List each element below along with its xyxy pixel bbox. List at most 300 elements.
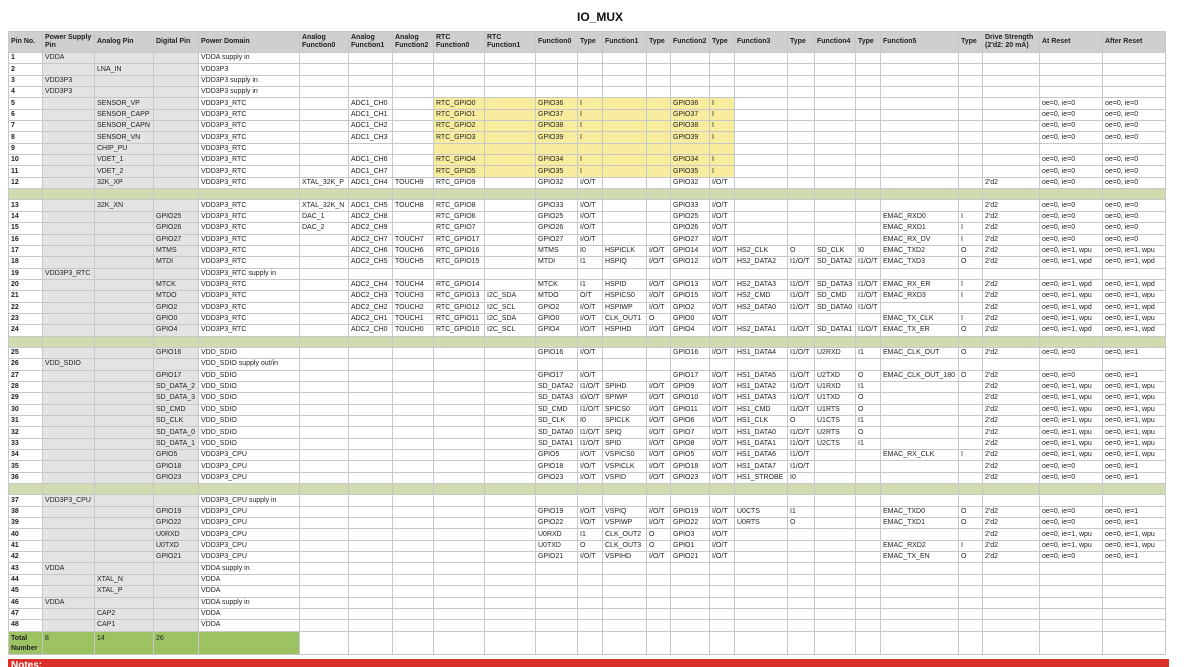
table-row: [9, 109, 1166, 120]
total-cell: [578, 631, 603, 654]
table-cell: TOUCH5: [393, 257, 434, 268]
table-cell: 2'd2: [983, 461, 1040, 472]
table-cell: [959, 393, 983, 404]
table-cell: EMAC_RXD2: [881, 540, 959, 551]
table-cell: 39: [9, 518, 43, 529]
table-cell: [710, 75, 735, 86]
table-cell: [881, 87, 959, 98]
table-cell: [434, 64, 485, 75]
table-cell: [349, 574, 393, 585]
table-cell: I/O/T: [647, 461, 671, 472]
table-cell: I/O/T: [578, 325, 603, 336]
table-cell: [95, 234, 154, 245]
group-separator-row: [9, 336, 1166, 347]
table-cell: [603, 98, 647, 109]
table-cell: GPIO10: [671, 393, 710, 404]
table-cell: [154, 268, 199, 279]
table-cell: GPIO16: [154, 347, 199, 358]
table-cell: [300, 313, 349, 324]
table-cell: SD_DATA1: [815, 325, 856, 336]
table-cell: GPIO4: [536, 325, 578, 336]
table-cell: [788, 620, 815, 631]
table-cell: HS1_DATA1: [735, 438, 788, 449]
table-cell: I: [710, 155, 735, 166]
table-cell: [43, 552, 95, 563]
table-cell: [735, 132, 788, 143]
table-cell: [881, 563, 959, 574]
table-cell: HS2_DATA3: [735, 279, 788, 290]
table-cell: [349, 75, 393, 86]
column-header: Type: [959, 32, 983, 53]
table-cell: VDD3P3: [199, 64, 300, 75]
table-cell: I/O/T: [578, 177, 603, 188]
table-cell: [856, 506, 881, 517]
table-cell: VDD3P3_CPU: [199, 529, 300, 540]
table-cell: [603, 597, 647, 608]
table-cell: I1: [856, 438, 881, 449]
table-cell: oe=0, ie=1, wpu: [1040, 438, 1103, 449]
table-cell: [788, 87, 815, 98]
table-cell: [434, 427, 485, 438]
table-cell: [1040, 608, 1103, 619]
table-cell: [1103, 64, 1166, 75]
column-header: Analog Pin: [95, 32, 154, 53]
table-cell: 2'd2: [983, 279, 1040, 290]
table-cell: [881, 597, 959, 608]
table-cell: [1103, 574, 1166, 585]
table-cell: [603, 268, 647, 279]
table-cell: 2'd2: [983, 438, 1040, 449]
table-cell: [349, 416, 393, 427]
table-cell: [485, 211, 536, 222]
table-cell: VDD_SDIO: [43, 359, 95, 370]
table-cell: [485, 404, 536, 415]
table-row: [9, 234, 1166, 245]
table-cell: [349, 347, 393, 358]
table-cell: [815, 495, 856, 506]
table-cell: [349, 427, 393, 438]
table-cell: I/O/T: [647, 257, 671, 268]
table-cell: RTC_GPIO5: [434, 166, 485, 177]
table-cell: [393, 359, 434, 370]
table-cell: EMAC_RX_DV: [881, 234, 959, 245]
table-cell: 2'd2: [983, 347, 1040, 358]
table-cell: [815, 200, 856, 211]
table-cell: 2'd2: [983, 518, 1040, 529]
table-cell: [485, 200, 536, 211]
table-cell: 21: [9, 291, 43, 302]
table-cell: HS1_DATA5: [735, 370, 788, 381]
table-cell: [1040, 620, 1103, 631]
table-cell: 1: [9, 53, 43, 64]
total-cell: [881, 631, 959, 654]
table-cell: VSPICLK: [603, 461, 647, 472]
table-cell: [43, 586, 95, 597]
table-cell: I1/O/T: [856, 257, 881, 268]
table-cell: I/O/T: [647, 325, 671, 336]
table-cell: [393, 574, 434, 585]
table-cell: GPIO21: [536, 552, 578, 563]
table-cell: I/O/T: [647, 291, 671, 302]
table-cell: [154, 53, 199, 64]
table-cell: I/O/T: [647, 506, 671, 517]
table-row: [9, 268, 1166, 279]
table-cell: HS1_DATA7: [735, 461, 788, 472]
table-cell: [154, 143, 199, 154]
table-cell: VDD3P3_RTC: [199, 223, 300, 234]
table-cell: [881, 143, 959, 154]
table-cell: [1103, 620, 1166, 631]
table-cell: U0TXD: [536, 540, 578, 551]
table-cell: 41: [9, 540, 43, 551]
table-cell: MTDI: [154, 257, 199, 268]
table-cell: I: [578, 121, 603, 132]
table-cell: I1/O/T: [578, 381, 603, 392]
table-cell: U2CTS: [815, 438, 856, 449]
table-cell: [1040, 563, 1103, 574]
table-cell: [95, 506, 154, 517]
table-row: [9, 495, 1166, 506]
table-cell: [434, 506, 485, 517]
table-cell: [788, 75, 815, 86]
table-cell: [434, 540, 485, 551]
table-cell: [485, 461, 536, 472]
table-cell: [1103, 563, 1166, 574]
separator-cell: [983, 336, 1040, 347]
table-cell: [300, 370, 349, 381]
table-row: [9, 529, 1166, 540]
table-cell: oe=0, ie=0: [1040, 166, 1103, 177]
table-cell: [95, 404, 154, 415]
table-cell: oe=0, ie=0: [1103, 211, 1166, 222]
table-cell: oe=0, ie=0: [1040, 472, 1103, 483]
table-cell: O: [856, 404, 881, 415]
table-cell: RTC_GPIO11: [434, 313, 485, 324]
table-cell: [881, 53, 959, 64]
table-cell: oe=0, ie=0: [1040, 200, 1103, 211]
table-cell: [349, 461, 393, 472]
table-cell: [154, 132, 199, 143]
table-cell: VSPIWP: [603, 518, 647, 529]
table-cell: GPIO27: [536, 234, 578, 245]
table-cell: [485, 166, 536, 177]
table-cell: [735, 597, 788, 608]
table-cell: U1CTS: [815, 416, 856, 427]
table-cell: [485, 245, 536, 256]
table-cell: [434, 393, 485, 404]
table-cell: GPIO21: [671, 552, 710, 563]
table-cell: [856, 574, 881, 585]
table-cell: [735, 529, 788, 540]
table-cell: [95, 245, 154, 256]
table-cell: [815, 608, 856, 619]
table-cell: VDD3P3_RTC: [199, 121, 300, 132]
table-cell: [881, 620, 959, 631]
table-cell: [647, 211, 671, 222]
table-cell: [578, 495, 603, 506]
table-cell: GPIO33: [671, 200, 710, 211]
table-cell: [788, 234, 815, 245]
table-cell: O: [647, 529, 671, 540]
table-cell: I/O/T: [578, 223, 603, 234]
table-cell: [95, 438, 154, 449]
table-cell: [43, 291, 95, 302]
table-cell: 2'd2: [983, 381, 1040, 392]
table-cell: [959, 438, 983, 449]
table-cell: GPIO5: [671, 450, 710, 461]
table-cell: [300, 472, 349, 483]
table-cell: TOUCH6: [393, 245, 434, 256]
table-cell: GPIO17: [671, 370, 710, 381]
table-cell: HSPIWP: [603, 302, 647, 313]
table-cell: I0/O/T: [578, 393, 603, 404]
table-cell: 7: [9, 121, 43, 132]
table-cell: 2'd2: [983, 302, 1040, 313]
table-cell: [43, 109, 95, 120]
table-cell: 35: [9, 461, 43, 472]
table-cell: [735, 98, 788, 109]
table-cell: [95, 291, 154, 302]
table-cell: [578, 268, 603, 279]
table-cell: [536, 574, 578, 585]
table-cell: [393, 75, 434, 86]
table-cell: U0RTS: [735, 518, 788, 529]
table-cell: 10: [9, 155, 43, 166]
table-cell: 42: [9, 552, 43, 563]
table-row: [9, 438, 1166, 449]
table-cell: O: [788, 416, 815, 427]
table-cell: [300, 257, 349, 268]
table-cell: [959, 597, 983, 608]
table-cell: [43, 177, 95, 188]
table-cell: I/O/T: [578, 313, 603, 324]
table-body: [9, 53, 1166, 655]
table-cell: [43, 370, 95, 381]
table-cell: I/O/T: [647, 472, 671, 483]
column-header: Type: [788, 32, 815, 53]
table-cell: [95, 370, 154, 381]
total-cell: 8: [43, 631, 95, 654]
table-cell: I/O/T: [710, 518, 735, 529]
table-cell: [154, 109, 199, 120]
table-cell: [154, 75, 199, 86]
table-cell: [43, 143, 95, 154]
table-cell: 2'd2: [983, 177, 1040, 188]
table-cell: [43, 257, 95, 268]
table-cell: [735, 166, 788, 177]
separator-cell: [959, 336, 983, 347]
table-cell: [959, 166, 983, 177]
table-cell: 25: [9, 347, 43, 358]
table-cell: [788, 552, 815, 563]
table-cell: VDD3P3 supply in: [199, 87, 300, 98]
table-cell: 45: [9, 586, 43, 597]
table-cell: [788, 574, 815, 585]
table-cell: [485, 98, 536, 109]
table-cell: [300, 143, 349, 154]
table-cell: [815, 109, 856, 120]
table-cell: RTC_GPIO8: [434, 200, 485, 211]
table-cell: [1103, 586, 1166, 597]
table-cell: [647, 359, 671, 370]
table-cell: oe=0, ie=1, wpu: [1040, 245, 1103, 256]
separator-cell: [393, 336, 434, 347]
table-cell: I/O/T: [710, 177, 735, 188]
table-cell: [815, 53, 856, 64]
table-cell: [735, 359, 788, 370]
table-cell: [485, 438, 536, 449]
table-cell: [710, 620, 735, 631]
table-row: [9, 552, 1166, 563]
table-cell: [603, 132, 647, 143]
table-cell: [485, 177, 536, 188]
table-cell: I/O/T: [647, 279, 671, 290]
table-cell: [43, 381, 95, 392]
table-cell: [349, 597, 393, 608]
table-cell: [603, 586, 647, 597]
table-cell: [856, 608, 881, 619]
table-cell: I1/O/T: [788, 279, 815, 290]
table-cell: RTC_GPIO10: [434, 325, 485, 336]
table-cell: [300, 245, 349, 256]
table-cell: I2C_SDA: [485, 313, 536, 324]
table-cell: [154, 200, 199, 211]
table-cell: [647, 586, 671, 597]
table-cell: I/O/T: [647, 245, 671, 256]
table-cell: I: [710, 109, 735, 120]
separator-cell: [815, 484, 856, 495]
table-cell: [349, 518, 393, 529]
table-cell: [578, 620, 603, 631]
table-cell: MTDO: [536, 291, 578, 302]
separator-cell: [710, 336, 735, 347]
table-cell: I1/O/T: [788, 450, 815, 461]
table-cell: I0: [578, 245, 603, 256]
table-cell: HSPIHD: [603, 325, 647, 336]
total-cell: [349, 631, 393, 654]
table-cell: [434, 268, 485, 279]
separator-cell: [578, 484, 603, 495]
table-cell: [788, 608, 815, 619]
column-header: Type: [578, 32, 603, 53]
table-cell: [983, 563, 1040, 574]
table-cell: [815, 64, 856, 75]
table-cell: [959, 574, 983, 585]
table-row: [9, 461, 1166, 472]
table-cell: ADC2_CH2: [349, 302, 393, 313]
table-cell: GPIO12: [671, 257, 710, 268]
table-cell: [603, 53, 647, 64]
table-cell: I/O/T: [710, 257, 735, 268]
column-header: Type: [710, 32, 735, 53]
table-cell: [578, 53, 603, 64]
table-cell: [393, 620, 434, 631]
table-cell: [856, 132, 881, 143]
separator-cell: [300, 484, 349, 495]
table-cell: XTAL_P: [95, 586, 154, 597]
table-cell: [485, 121, 536, 132]
table-cell: O: [959, 506, 983, 517]
table-row: [9, 75, 1166, 86]
table-cell: [393, 540, 434, 551]
table-row: [9, 427, 1166, 438]
table-cell: [393, 404, 434, 415]
table-cell: [959, 132, 983, 143]
table-cell: [578, 75, 603, 86]
table-cell: [578, 597, 603, 608]
table-cell: [300, 132, 349, 143]
table-cell: [647, 132, 671, 143]
table-cell: [95, 427, 154, 438]
table-cell: MTCK: [154, 279, 199, 290]
table-cell: CLK_OUT1: [603, 313, 647, 324]
table-cell: [881, 302, 959, 313]
table-cell: [485, 370, 536, 381]
separator-cell: [393, 484, 434, 495]
table-cell: GPIO21: [154, 552, 199, 563]
table-cell: oe=0, ie=1, wpu: [1103, 393, 1166, 404]
table-cell: 44: [9, 574, 43, 585]
table-cell: oe=0, ie=0: [1103, 98, 1166, 109]
table-cell: [1040, 143, 1103, 154]
table-cell: [95, 472, 154, 483]
table-cell: 32K_XP: [95, 177, 154, 188]
table-row: [9, 359, 1166, 370]
table-cell: EMAC_TXD1: [881, 518, 959, 529]
table-cell: [300, 234, 349, 245]
table-cell: [536, 268, 578, 279]
table-cell: [815, 461, 856, 472]
table-cell: oe=0, ie=1, wpu: [1040, 427, 1103, 438]
table-cell: HS1_DATA3: [735, 393, 788, 404]
table-cell: GPIO18: [671, 461, 710, 472]
table-cell: [434, 370, 485, 381]
table-cell: [393, 166, 434, 177]
table-cell: 26: [9, 359, 43, 370]
table-cell: GPIO36: [671, 98, 710, 109]
table-cell: VDDA: [43, 597, 95, 608]
table-cell: [1040, 268, 1103, 279]
table-cell: RTC_GPIO13: [434, 291, 485, 302]
table-cell: I/O/T: [710, 279, 735, 290]
table-cell: RTC_GPIO7: [434, 223, 485, 234]
table-cell: SPICLK: [603, 416, 647, 427]
table-cell: [1103, 53, 1166, 64]
table-cell: 11: [9, 166, 43, 177]
table-cell: I0: [578, 416, 603, 427]
table-cell: 18: [9, 257, 43, 268]
table-cell: [881, 529, 959, 540]
table-cell: oe=0, ie=1, wpu: [1103, 313, 1166, 324]
table-cell: oe=0, ie=0: [1040, 506, 1103, 517]
table-cell: I/O/T: [647, 302, 671, 313]
table-cell: [43, 325, 95, 336]
table-cell: [881, 155, 959, 166]
table-cell: I/O/T: [710, 540, 735, 551]
table-row: [9, 98, 1166, 109]
table-cell: [393, 98, 434, 109]
table-cell: [603, 64, 647, 75]
table-cell: VDDA: [199, 586, 300, 597]
table-cell: [95, 518, 154, 529]
column-header: Analog Function1: [349, 32, 393, 53]
table-cell: [735, 121, 788, 132]
table-cell: [95, 257, 154, 268]
table-cell: [349, 540, 393, 551]
table-cell: VDDA: [199, 574, 300, 585]
separator-cell: [1103, 189, 1166, 200]
table-cell: [815, 211, 856, 222]
